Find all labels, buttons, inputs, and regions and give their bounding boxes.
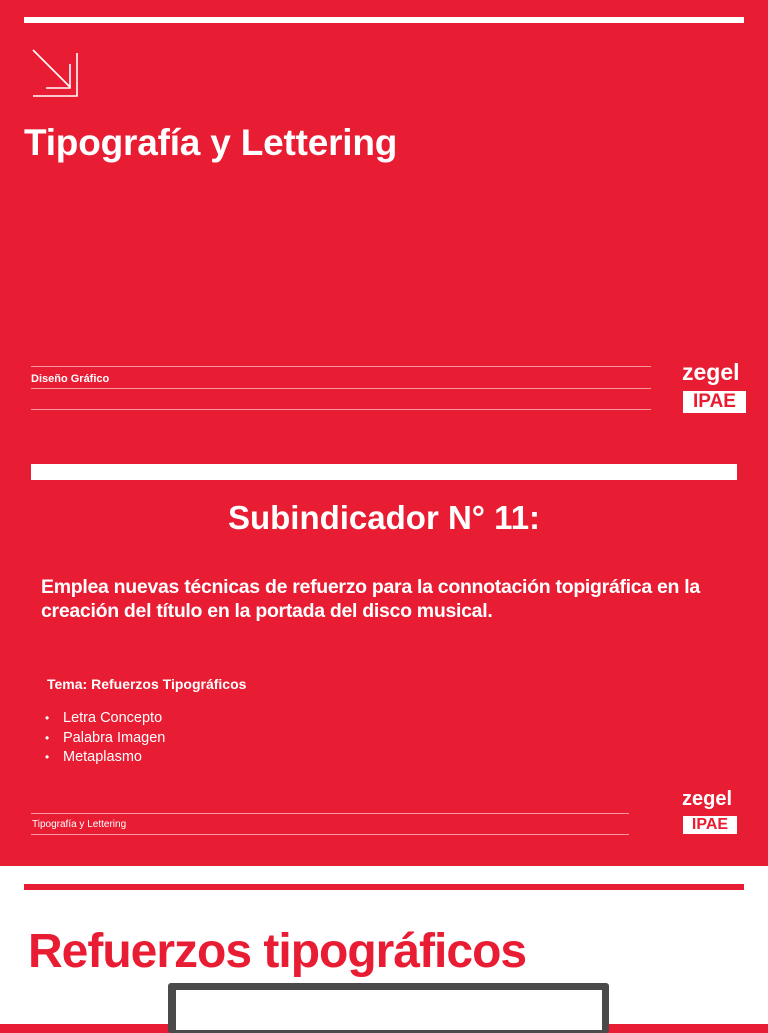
topic-list <box>45 709 165 768</box>
topic-label: Tema: Refuerzos Tipográficos <box>47 676 247 692</box>
course-label: Diseño Gráfico <box>31 373 110 385</box>
subindicator-description: Emplea nuevas técnicas de refuerzo para la connotación topigráfica en la creación del título en la portada del disco musical. <box>41 576 700 622</box>
slide3-title: Refuerzos tipográficos <box>28 925 527 978</box>
slide2-footer-divider-bottom <box>31 834 629 835</box>
ipae-logo-box: IPAE <box>683 816 737 834</box>
slide1-divider-top <box>31 366 651 367</box>
zegel-logo-word: zegel <box>682 788 733 810</box>
subindicator-heading: Subindicador N° 11: <box>227 499 541 536</box>
slide3-top-bar <box>24 884 744 890</box>
slide1-top-line <box>24 17 744 23</box>
slide1-divider-mid <box>31 388 651 389</box>
ipae-logo-box: IPAE <box>683 391 746 413</box>
list-item: • Palabra Imagen <box>45 729 166 746</box>
footer-course-title: Tipografía y Lettering <box>32 819 127 830</box>
slide1-divider-bottom <box>31 409 651 410</box>
slide2-footer-divider-top <box>31 813 629 814</box>
slide3-image <box>176 990 602 1030</box>
slide2-top-line <box>31 464 737 480</box>
slide1-title: Tipografía y Lettering <box>24 122 398 163</box>
zegel-logo-word: zegel <box>682 359 740 385</box>
list-item: • Letra Concepto <box>45 710 163 726</box>
list-item: • Metaplasmo <box>45 749 142 765</box>
arrow-down-right-icon <box>30 47 80 99</box>
